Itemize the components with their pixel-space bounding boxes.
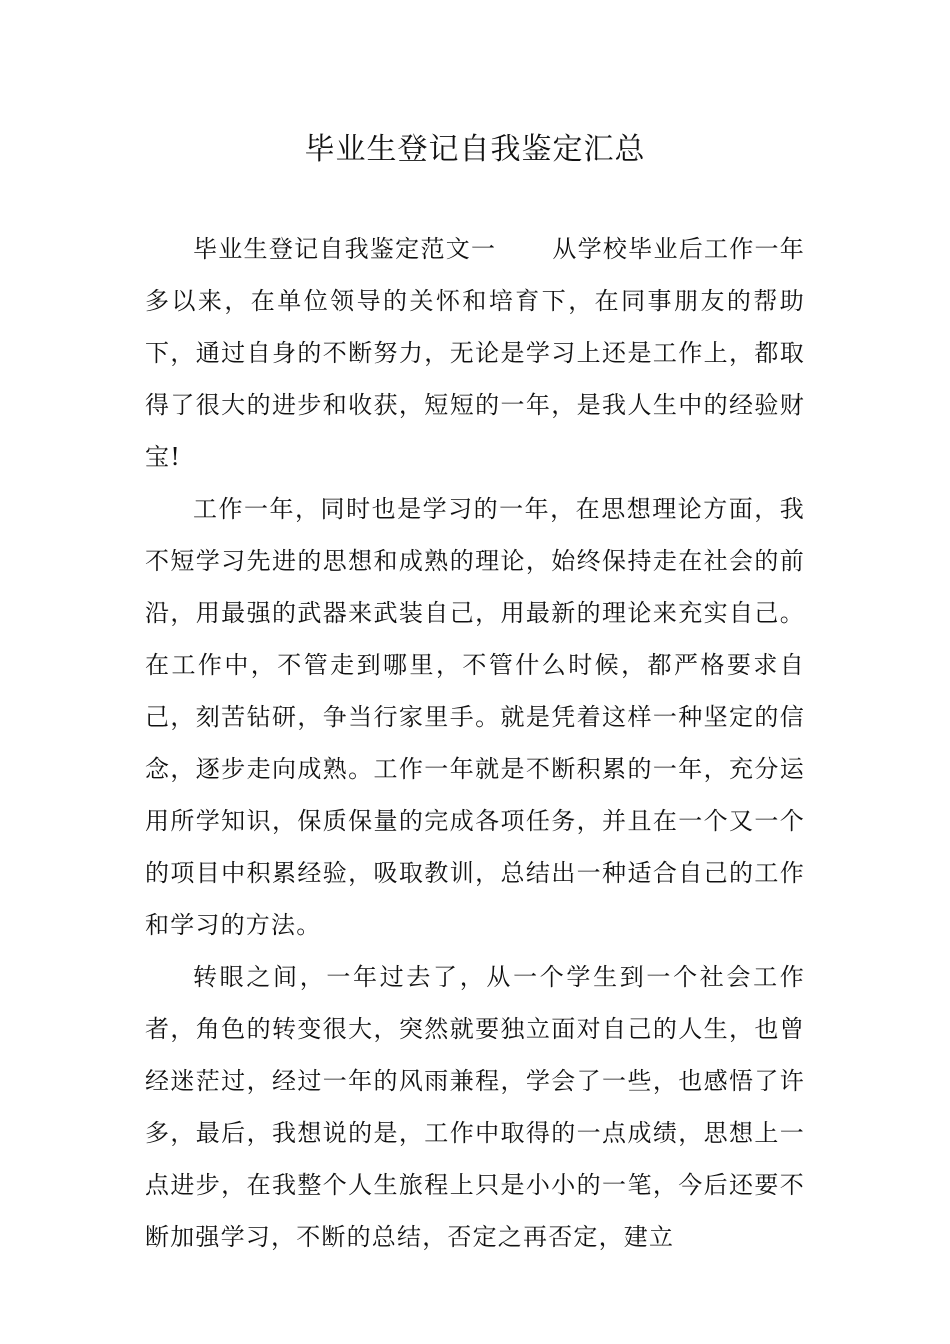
paragraph-1-lead: 毕业生登记自我鉴定范文一: [193, 235, 497, 263]
paragraph-2-text: 工作一年，同时也是学习的一年，在思想理论方面，我不短学习先进的思想和成熟的理论，始终保持走在社会的前沿，用最强的武器来武装自己，用最新的理论来充实自己。在工作中，不管走到哪里，不管什么时候，都严格要求自己，刻苦钻研，争当行家里手。就是凭着这样一种坚定的信念，逐步走向成熟。工作一年就是不断积累的一年，充分运用所学知识，保质保量的完成各项任务，并且在一个又一个的项目中积累经验，吸取教训，总结出一种适合自己的工作和学习的方法。: [145, 495, 805, 939]
paragraph-2: [145, 483, 805, 951]
document-body: [145, 223, 805, 1263]
document-title: 毕业生登记自我鉴定汇总: [304, 132, 646, 167]
paragraph-3: [145, 951, 805, 1263]
paragraph-3-text: 转眼之间，一年过去了，从一个学生到一个社会工作者，角色的转变很大，突然就要独立面对自己的人生，也曾经迷茫过，经过一年的风雨兼程，学会了一些，也感悟了许多，最后，我想说的是，工作中取得的一点成绩，思想上一点进步，在我整个人生旅程上只是小小的一笔，今后还要不断加强学习，不断的总结，否定之再否定，建立: [145, 963, 805, 1251]
paragraph-1-text: 从学校毕业后工作一年多以来，在单位领导的关怀和培育下，在同事朋友的帮助下，通过自身的不断努力，无论是学习上还是工作上，都取得了很大的进步和收获，短短的一年，是我人生中的经验财宝!: [145, 235, 806, 471]
paragraph-1: [145, 223, 805, 483]
